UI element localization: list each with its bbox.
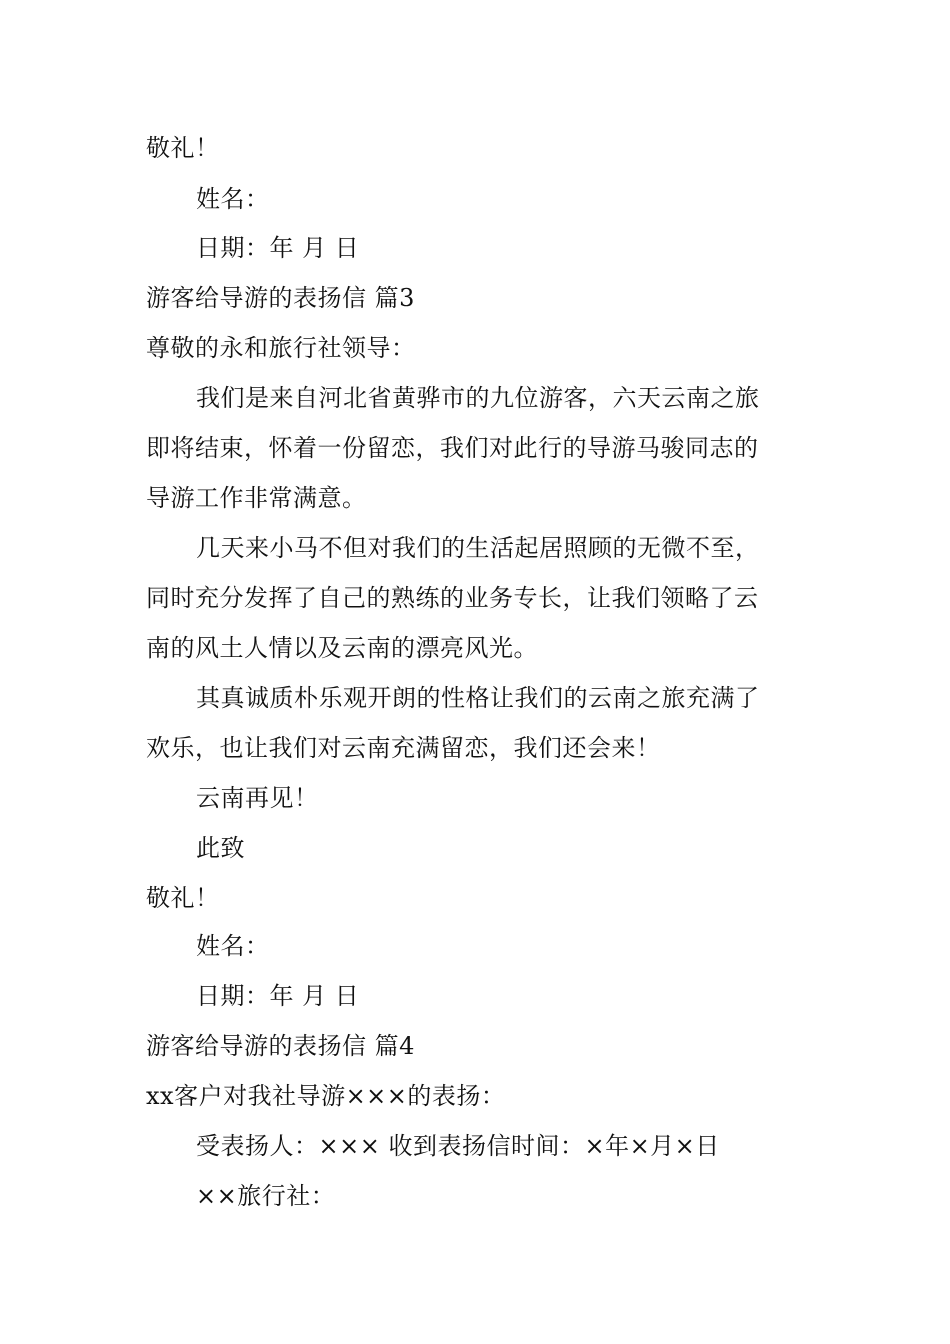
farewell-line: 云南再见！ bbox=[196, 784, 319, 812]
closing-salute: 敬礼！ bbox=[146, 884, 220, 912]
paragraph-line: 我们是来自河北省黄骅市的九位游客，六天云南之旅 bbox=[196, 384, 760, 412]
agency-salutation: ××旅行社： bbox=[196, 1182, 336, 1210]
section-heading: 游客给导游的表扬信 篇4 bbox=[146, 1032, 415, 1060]
praise-details: 受表扬人：××× 收到表扬信时间：×年×月×日 bbox=[196, 1132, 720, 1160]
paragraph-line: 南的风土人情以及云南的漂亮风光。 bbox=[146, 634, 538, 662]
paragraph-line: 其真诚质朴乐观开朗的性格让我们的云南之旅充满了 bbox=[196, 684, 760, 712]
signature-name: 姓名： bbox=[196, 185, 270, 213]
signature-name: 姓名： bbox=[196, 932, 270, 960]
paragraph-line: 即将结束，怀着一份留恋，我们对此行的导游马骏同志的 bbox=[146, 434, 759, 462]
signature-date: 日期：年 月 日 bbox=[196, 234, 360, 262]
closing-line: 此致 bbox=[196, 834, 245, 862]
paragraph-line: 导游工作非常满意。 bbox=[146, 484, 367, 512]
salutation: 尊敬的永和旅行社领导： bbox=[146, 334, 416, 362]
section-heading: 游客给导游的表扬信 篇3 bbox=[146, 284, 415, 312]
signature-date: 日期：年 月 日 bbox=[196, 982, 360, 1010]
closing-salute: 敬礼！ bbox=[146, 134, 220, 162]
paragraph-line: 几天来小马不但对我们的生活起居照顾的无微不至， bbox=[196, 534, 760, 562]
paragraph-line: 欢乐，也让我们对云南充满留恋，我们还会来！ bbox=[146, 734, 661, 762]
paragraph-line: 同时充分发挥了自己的熟练的业务专长，让我们领略了云 bbox=[146, 584, 759, 612]
praise-intro: xx客户对我社导游×××的表扬： bbox=[146, 1082, 506, 1110]
